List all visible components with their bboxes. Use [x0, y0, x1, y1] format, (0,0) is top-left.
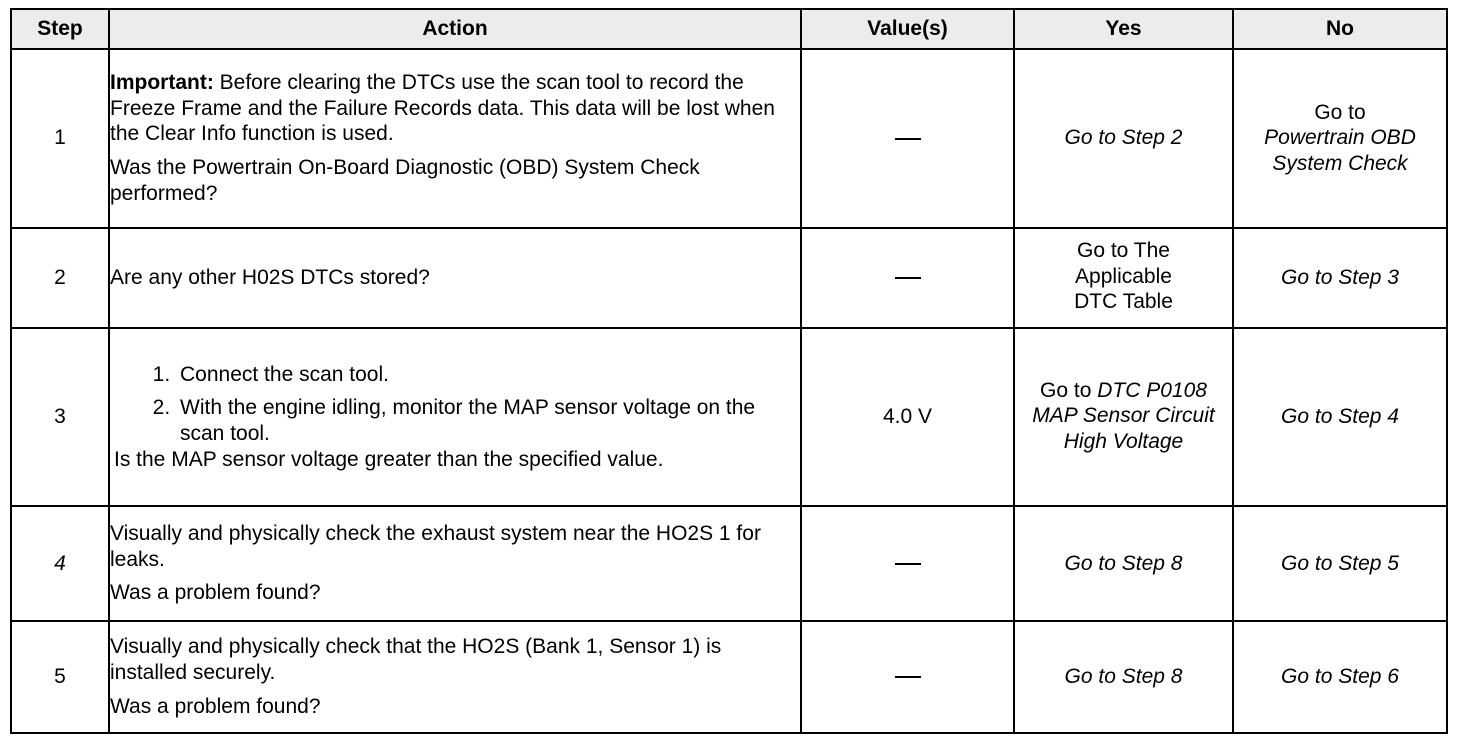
- important-text: Before clearing the DTCs use the scan tool to record the Freeze Frame and the Failure Records data. This data will be lost when the Clear Info function is used.: [110, 71, 775, 146]
- question-text: Is the MAP sensor voltage greater than the specified value.: [114, 447, 664, 471]
- header-values: Value(s): [801, 9, 1014, 49]
- header-yes: Yes: [1014, 9, 1233, 49]
- diagnostic-table: [10, 8, 1448, 734]
- step-number: 3: [11, 328, 109, 507]
- yes-link[interactable]: DTC P0108 MAP Sensor Circuit High Voltage: [1032, 378, 1215, 453]
- header-step: Step: [11, 9, 109, 49]
- no-link[interactable]: Go to Step 4: [1281, 405, 1399, 429]
- no-link[interactable]: Go to Step 6: [1281, 665, 1399, 689]
- substep-item: 1. Connect the scan tool.: [176, 362, 800, 388]
- substep-list: [114, 362, 800, 447]
- no-value-dash: [895, 138, 921, 140]
- question-text: Are any other H02S DTCs stored?: [110, 265, 430, 289]
- table-row: [11, 621, 1447, 733]
- instruction-text: Visually and physically check that the HO2S (Bank 1, Sensor 1) is installed securely.: [110, 635, 722, 685]
- action-cell: [109, 228, 801, 328]
- value-cell: [801, 621, 1014, 733]
- yes-cell[interactable]: [1014, 228, 1233, 328]
- table-row: [11, 506, 1447, 620]
- yes-prefix: Go to: [1040, 378, 1098, 402]
- table-row: [11, 228, 1447, 328]
- step-number: 4: [11, 506, 109, 620]
- action-cell: [109, 621, 801, 733]
- instruction-text: Visually and physically check the exhaust system near the HO2S 1 for leaks.: [110, 522, 761, 571]
- value-cell: [801, 49, 1014, 228]
- header-action: Action: [109, 9, 801, 49]
- action-cell: [109, 49, 801, 228]
- step-number: 1: [11, 49, 109, 228]
- yes-link[interactable]: Go to Step 2: [1064, 126, 1183, 150]
- no-link[interactable]: Powertrain OBD System Check: [1264, 126, 1416, 176]
- table-row: [11, 328, 1447, 507]
- important-note: [110, 70, 800, 147]
- value-cell: [801, 506, 1014, 620]
- important-label: Important:: [110, 71, 214, 95]
- yes-cell[interactable]: [1014, 506, 1233, 620]
- no-cell[interactable]: [1233, 506, 1447, 620]
- value-cell: 4.0 V: [801, 328, 1014, 507]
- substep-item: 2. With the engine idling, monitor the MAP sensor voltage on the scan tool.: [176, 395, 800, 446]
- no-value-dash: [895, 676, 921, 678]
- value-cell: [801, 228, 1014, 328]
- step-number: 5: [11, 621, 109, 733]
- no-link[interactable]: Go to Step 3: [1281, 265, 1399, 289]
- yes-cell[interactable]: [1014, 49, 1233, 228]
- question-text: Was the Powertrain On-Board Diagnostic (OBD) System Check performed?: [110, 156, 700, 205]
- question-text: Was a problem found?: [110, 581, 321, 605]
- action-cell: [109, 506, 801, 620]
- step-number: 2: [11, 228, 109, 328]
- yes-link[interactable]: Go to The Applicable DTC Table: [1074, 239, 1173, 314]
- header-row: [11, 9, 1447, 49]
- yes-cell[interactable]: [1014, 328, 1233, 507]
- header-no: No: [1233, 9, 1447, 49]
- no-value-dash: [895, 563, 921, 565]
- no-cell[interactable]: [1233, 328, 1447, 507]
- no-cell[interactable]: [1233, 228, 1447, 328]
- question-text: Was a problem found?: [110, 694, 321, 718]
- no-value-dash: [895, 277, 921, 279]
- yes-link[interactable]: Go to Step 8: [1064, 551, 1183, 575]
- no-cell[interactable]: [1233, 49, 1447, 228]
- yes-link[interactable]: Go to Step 8: [1064, 665, 1183, 689]
- action-cell: [109, 328, 801, 507]
- no-link[interactable]: Go to Step 5: [1281, 551, 1399, 575]
- table-row: [11, 49, 1447, 228]
- no-cell[interactable]: [1233, 621, 1447, 733]
- yes-cell[interactable]: [1014, 621, 1233, 733]
- no-prefix: Go to: [1314, 100, 1366, 124]
